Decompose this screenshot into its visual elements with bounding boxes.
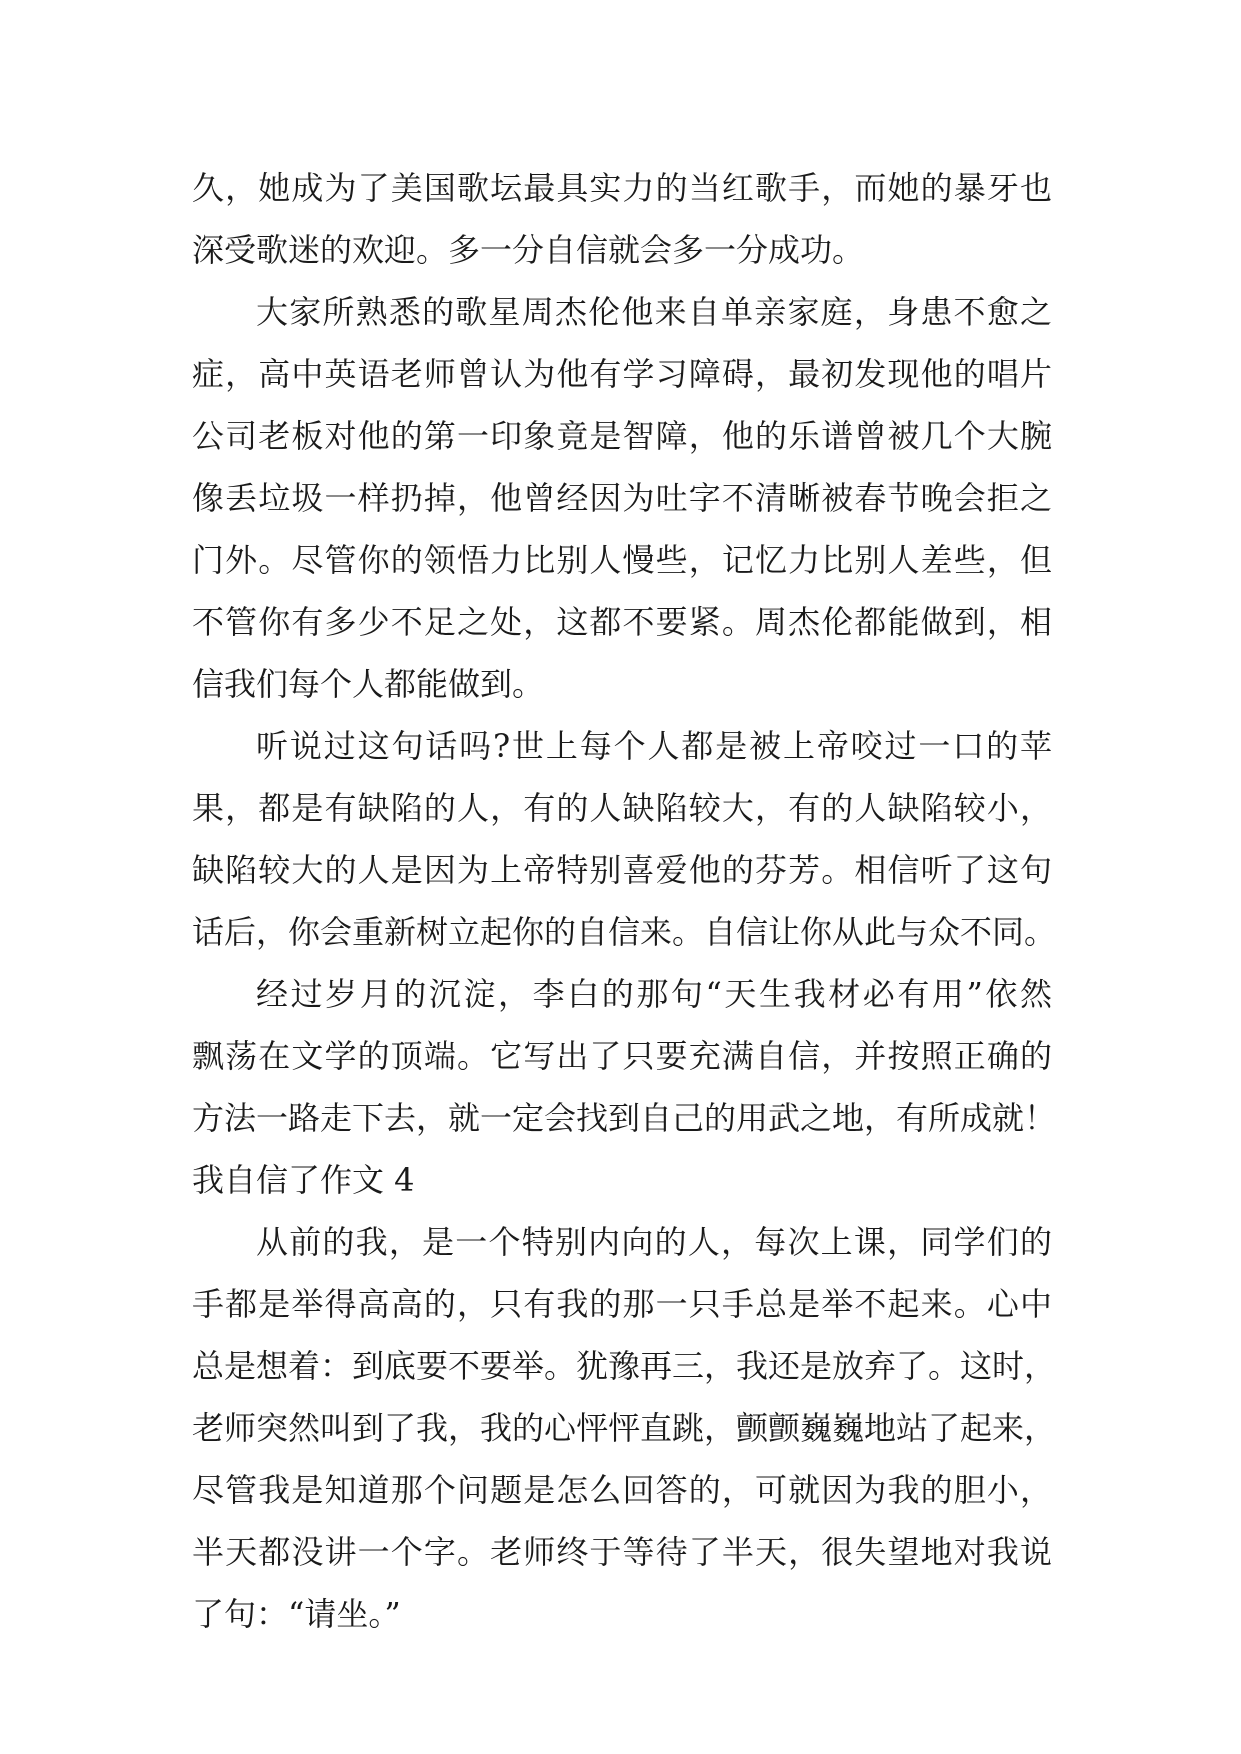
text-line: 方法一路走下去，就一定会找到自己的用武之地，有所成就！ xyxy=(192,1099,1057,1137)
paragraph xyxy=(192,281,1052,715)
text-line: 久，她成为了美国歌坛最具实力的当红歌手，而她的暴牙也 xyxy=(192,169,1052,207)
text-line: 听说过这句话吗?世上每个人都是被上帝咬过一口的苹 xyxy=(256,727,1052,765)
text-line: 了句：“请坐。” xyxy=(192,1595,401,1633)
text-line: 信我们每个人都能做到。 xyxy=(192,665,545,703)
text-line: 症，高中英语老师曾认为他有学习障碍，最初发现他的唱片 xyxy=(192,355,1052,393)
text-line: 话后，你会重新树立起你的自信来。自信让你从此与众不同。 xyxy=(192,913,1057,951)
text-line: 老师突然叫到了我，我的心怦怦直跳，颤颤巍巍地站了起来， xyxy=(192,1409,1057,1447)
text-line: 飘荡在文学的顶端。它写出了只要充满自信，并按照正确的 xyxy=(192,1037,1052,1075)
paragraph xyxy=(192,1211,1057,1645)
text-line: 深受歌迷的欢迎。多一分自信就会多一分成功。 xyxy=(192,231,865,269)
text-line: 经过岁月的沉淀，李白的那句“天生我材必有用”依然 xyxy=(256,975,1052,1013)
text-line: 果，都是有缺陷的人，有的人缺陷较大，有的人缺陷较小， xyxy=(192,789,1052,827)
text-line: 不管你有多少不足之处，这都不要紧。周杰伦都能做到，相 xyxy=(192,603,1052,641)
text-line: 大家所熟悉的歌星周杰伦他来自单亲家庭，身患不愈之 xyxy=(256,293,1052,331)
text-line: 从前的我，是一个特别内向的人，每次上课，同学们的 xyxy=(256,1223,1052,1261)
text-line: 尽管我是知道那个问题是怎么回答的，可就因为我的胆小， xyxy=(192,1471,1052,1509)
text-line: 半天都没讲一个字。老师终于等待了半天，很失望地对我说 xyxy=(192,1533,1052,1571)
text-line: 缺陷较大的人是因为上帝特别喜爱他的芬芳。相信听了这句 xyxy=(192,851,1052,889)
text-line: 总是想着：到底要不要举。犹豫再三，我还是放弃了。这时， xyxy=(192,1347,1057,1385)
paragraph xyxy=(192,963,1057,1149)
section-heading: 我自信了作文 4 xyxy=(192,1161,415,1199)
paragraph xyxy=(192,715,1057,963)
text-line: 手都是举得高高的，只有我的那一只手总是举不起来。心中 xyxy=(192,1285,1052,1323)
text-line: 公司老板对他的第一印象竟是智障，他的乐谱曾被几个大腕 xyxy=(192,417,1052,455)
paragraph xyxy=(192,157,1052,281)
document-body xyxy=(192,157,1057,1645)
text-line: 像丢垃圾一样扔掉，他曾经因为吐字不清晰被春节晚会拒之 xyxy=(192,479,1052,517)
text-line: 门外。尽管你的领悟力比别人慢些，记忆力比别人差些，但 xyxy=(192,541,1052,579)
